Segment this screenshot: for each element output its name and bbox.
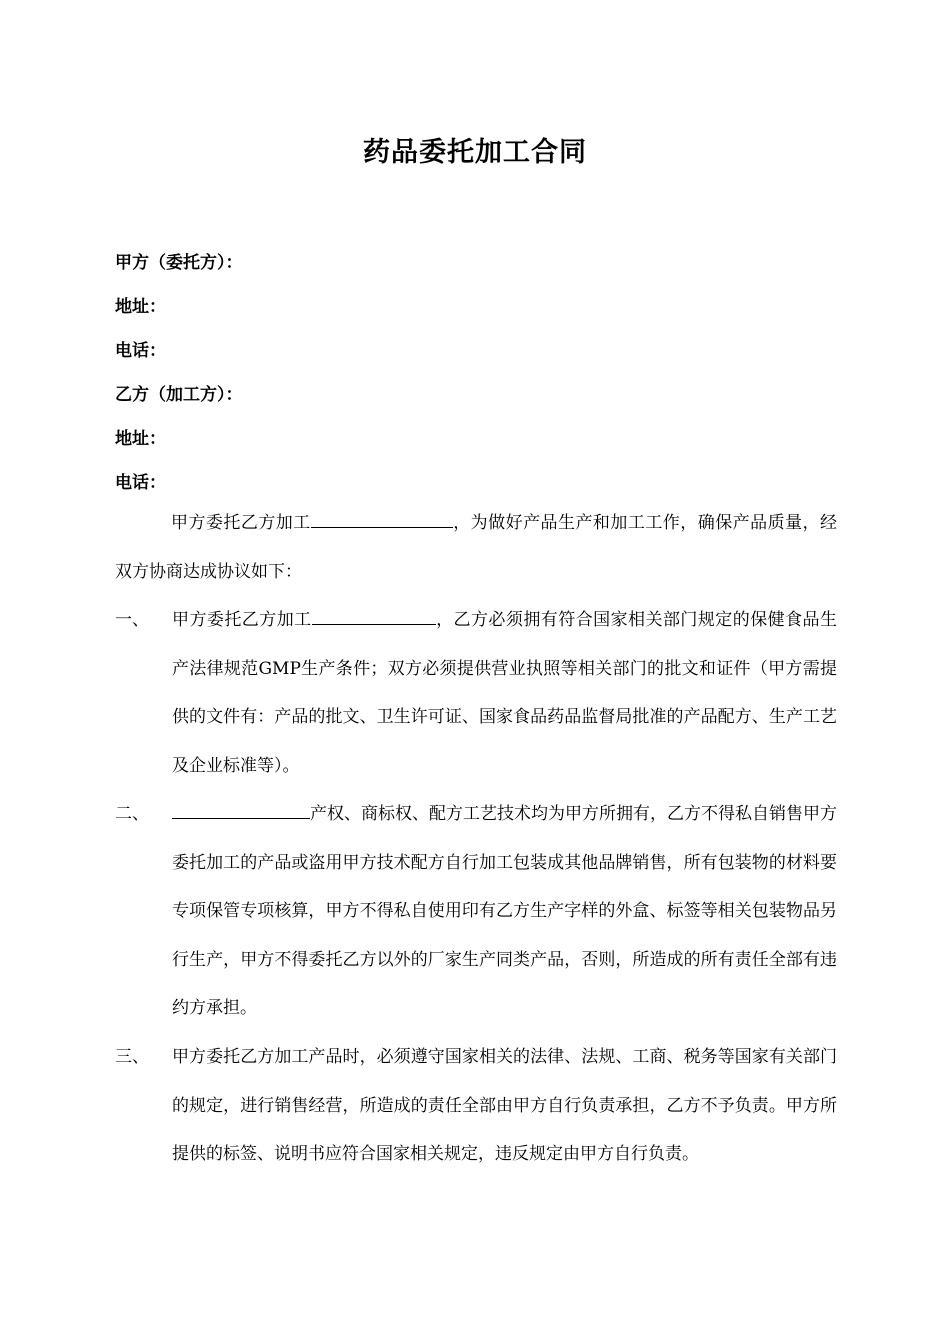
party-a-label: 甲方（委托方）： xyxy=(115,253,243,273)
party-b-phone-label: 电话： xyxy=(115,473,166,493)
party-a-address-label: 地址： xyxy=(115,297,166,317)
intro-text-after-blank: ，为做好产品生产和加工工作，确保产品质量，经双方协商达成协议如下： xyxy=(115,513,838,582)
party-b-address-label: 地址： xyxy=(115,429,166,449)
clause-number: 三、 xyxy=(115,1047,149,1067)
clause-number: 一、 xyxy=(115,610,149,630)
fill-in-blank-product xyxy=(311,513,453,528)
document-title: 药品委托加工合同 xyxy=(363,137,587,168)
party-a-phone-label: 电话： xyxy=(115,341,166,361)
clause-1 xyxy=(115,596,837,790)
clause-1-text-before-blank: 甲方委托乙方加工 xyxy=(172,610,312,630)
party-b-label: 乙方（加工方）： xyxy=(115,385,243,405)
clause-body xyxy=(172,790,837,1033)
fill-in-blank-product xyxy=(312,610,436,625)
clause-number: 二、 xyxy=(115,804,149,824)
clause-1-text-after-blank: ，乙方必须拥有符合国家相关部门规定的保健食品生产法律规范GMP生产条件；双方必须提供营业执照等相关部门的批文和证件（甲方需提供的文件有：产品的批文、卫生许可证、国家食品药品监督局批准的产品配方、生产工艺及企业标准等）。 xyxy=(172,610,838,776)
clause-2-text-after-blank: 产权、商标权、配方工艺技术均为甲方所拥有，乙方不得私自销售甲方委托加工的产品或盗用甲方技术配方自行加工包装成其他品牌销售，所有包装物的材料要专项保管专项核算，甲方不得私自使用印有乙方生产字样的外盒、标签等相关包装物品另行生产，甲方不得委托乙方以外的厂家生产同类产品，否则，所造成的所有责任全部有违约方承担。 xyxy=(172,804,837,1018)
clause-3 xyxy=(115,1033,837,1179)
clause-body xyxy=(172,596,837,790)
fill-in-blank-product xyxy=(172,804,310,819)
intro-text-before-blank: 甲方委托乙方加工 xyxy=(171,513,311,533)
clause-body: 甲方委托乙方加工产品时，必须遵守国家相关的法律、法规、工商、税务等国家有关部门的规定，进行销售经营，所造成的责任全部由甲方自行负责承担，乙方不予负责。甲方所提供的标签、说明书应符合国家相关规定，违反规定由甲方自行负责。 xyxy=(172,1047,837,1164)
intro-paragraph xyxy=(115,499,837,596)
clause-2 xyxy=(115,790,837,1033)
